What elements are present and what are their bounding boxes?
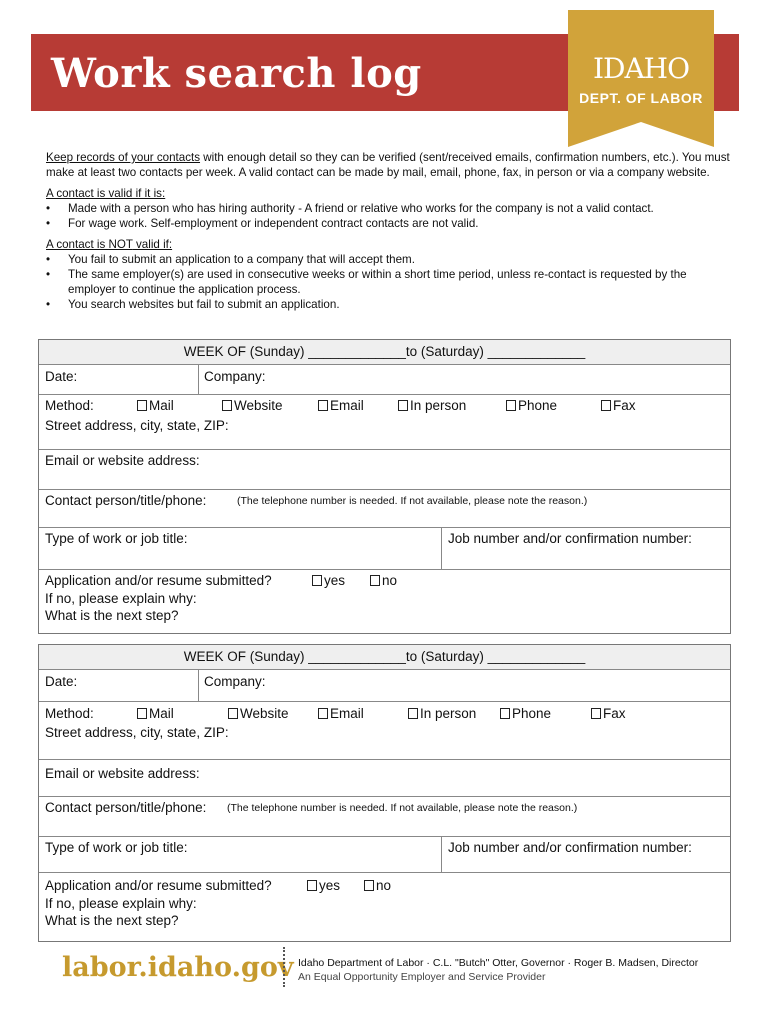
method-email-label: Email [330, 398, 364, 413]
email-row [39, 449, 730, 490]
contact-log-1 [38, 339, 731, 634]
method-website-label: Website [234, 398, 283, 413]
contact-label[interactable]: Contact person/title/phone: [45, 800, 207, 815]
valid-item: • Made with a person who has hiring authority - A friend or relative who works for the company is not a valid contact. [68, 201, 736, 216]
intro-lead: Keep records of your contacts [46, 151, 201, 164]
footer-divider [283, 947, 285, 987]
next-step-label[interactable]: What is the next step? [45, 913, 179, 928]
checkbox-icon[interactable] [364, 880, 374, 891]
method-row [39, 394, 730, 419]
method-email-label: Email [330, 706, 364, 721]
app-no-checkbox[interactable] [364, 878, 391, 893]
app-no-label: no [376, 878, 392, 893]
checkbox-icon[interactable] [591, 708, 601, 719]
checkbox-icon[interactable] [601, 400, 611, 411]
checkbox-icon[interactable] [318, 400, 328, 411]
method-phone-checkbox[interactable] [506, 398, 557, 413]
contact-row [39, 796, 730, 837]
method-phone-checkbox[interactable] [500, 706, 551, 721]
work-row [39, 527, 730, 570]
checkbox-icon[interactable] [408, 708, 418, 719]
contact-label[interactable]: Contact person/title/phone: [45, 493, 207, 508]
app-label: Application and/or resume submitted? [45, 573, 272, 588]
method-website-label: Website [240, 706, 289, 721]
email-label[interactable]: Email or website address: [45, 453, 200, 468]
application-row [39, 872, 730, 942]
logo-idaho-text: IDAHO [592, 52, 690, 85]
method-website-checkbox[interactable] [228, 706, 289, 721]
email-label[interactable]: Email or website address: [45, 766, 200, 781]
method-inperson-checkbox[interactable] [408, 706, 476, 721]
notvalid-item: • You search websites but fail to submit an application. [68, 297, 736, 312]
method-mail-label: Mail [149, 706, 174, 721]
work-label[interactable]: Type of work or job title: [45, 531, 188, 546]
checkbox-icon[interactable] [222, 400, 232, 411]
method-label: Method: [45, 706, 94, 721]
app-label: Application and/or resume submitted? [45, 878, 272, 893]
work-row [39, 836, 730, 873]
work-label[interactable]: Type of work or job title: [45, 840, 188, 855]
checkbox-icon[interactable] [228, 708, 238, 719]
footer-url-link[interactable]: labor.idaho.gov [62, 952, 294, 983]
app-no-label: no [382, 573, 398, 588]
method-phone-label: Phone [512, 706, 552, 721]
method-email-checkbox[interactable] [318, 398, 364, 413]
checkbox-icon[interactable] [500, 708, 510, 719]
method-fax-checkbox[interactable] [601, 398, 636, 413]
checkbox-icon[interactable] [307, 880, 317, 891]
valid-item: • For wage work. Self-employment or independent contract contacts are not valid. [68, 216, 736, 231]
method-inperson-checkbox[interactable] [398, 398, 466, 413]
next-step-label[interactable]: What is the next step? [45, 608, 179, 623]
date-company-row [39, 669, 730, 702]
page-title: Work search log [51, 50, 422, 97]
idaho-dol-logo [568, 10, 714, 147]
week-of-row[interactable]: WEEK OF (Sunday) _____________to (Saturday) _____________ [39, 645, 730, 669]
checkbox-icon[interactable] [137, 708, 147, 719]
valid-section [46, 186, 736, 231]
method-row [39, 701, 730, 726]
date-company-row [39, 364, 730, 395]
method-mail-checkbox[interactable] [137, 398, 174, 413]
notvalid-heading-post: valid if: [132, 238, 173, 251]
footer-agency-line: Idaho Department of Labor · C.L. "Butch" Otter, Governor · Roger B. Madsen, Director [298, 957, 699, 969]
date-label[interactable]: Date: [45, 674, 78, 689]
method-mail-label: Mail [149, 398, 174, 413]
contact-note: (The telephone number is needed. If not available, please note the reason.) [237, 495, 588, 507]
method-mail-checkbox[interactable] [137, 706, 174, 721]
company-label[interactable]: Company: [204, 369, 266, 384]
method-inperson-label: In person [420, 706, 477, 721]
notvalid-heading [46, 237, 736, 252]
app-no-checkbox[interactable] [370, 573, 397, 588]
method-phone-label: Phone [518, 398, 558, 413]
explain-label[interactable]: If no, please explain why: [45, 896, 197, 911]
method-label: Method: [45, 398, 94, 413]
contact-log-2 [38, 644, 731, 942]
street-label[interactable]: Street address, city, state, ZIP: [45, 725, 229, 740]
logo-dept-text: DEPT. OF LABOR [579, 90, 703, 106]
application-row [39, 569, 730, 634]
method-fax-label: Fax [603, 706, 626, 721]
checkbox-icon[interactable] [318, 708, 328, 719]
intro-rest: with enough detail so they can be verified (sent/received emails, confirmation numbers, etc.). You must make at least two contacts per week. A valid contact can be made by mail, email, phone, fax, in person or via a company website. [46, 151, 730, 179]
notvalid-heading-not: NOT [108, 238, 133, 251]
app-yes-label: yes [324, 573, 346, 588]
intro-paragraph [46, 150, 736, 180]
app-yes-checkbox[interactable] [307, 878, 340, 893]
email-row [39, 759, 730, 797]
date-label[interactable]: Date: [45, 369, 78, 384]
week-of-row[interactable]: WEEK OF (Sunday) _____________to (Saturday) _____________ [39, 340, 730, 364]
app-yes-checkbox[interactable] [312, 573, 345, 588]
company-label[interactable]: Company: [204, 674, 266, 689]
jobnum-label[interactable]: Job number and/or confirmation number: [448, 840, 692, 855]
notvalid-item: • The same employer(s) are used in consecutive weeks or within a short time period, unless re-contact is requested by the employer to continue the application process. [68, 267, 736, 297]
notvalid-section [46, 237, 736, 312]
method-website-checkbox[interactable] [222, 398, 283, 413]
footer-eoe-line: An Equal Opportunity Employer and Service Provider [298, 971, 546, 983]
checkbox-icon[interactable] [137, 400, 147, 411]
method-inperson-label: In person [410, 398, 467, 413]
app-yes-label: yes [319, 878, 341, 893]
contact-note: (The telephone number is needed. If not available, please note the reason.) [227, 802, 578, 814]
checkbox-icon[interactable] [506, 400, 516, 411]
method-email-checkbox[interactable] [318, 706, 364, 721]
contact-row [39, 489, 730, 528]
method-fax-label: Fax [613, 398, 636, 413]
method-fax-checkbox[interactable] [591, 706, 626, 721]
checkbox-icon[interactable] [370, 575, 380, 586]
instructions [46, 150, 736, 312]
checkbox-icon[interactable] [312, 575, 322, 586]
checkbox-icon[interactable] [398, 400, 408, 411]
explain-label[interactable]: If no, please explain why: [45, 591, 197, 606]
street-label[interactable]: Street address, city, state, ZIP: [45, 418, 229, 433]
jobnum-label[interactable]: Job number and/or confirmation number: [448, 531, 692, 546]
valid-heading: A contact is valid if it is: [46, 187, 166, 200]
notvalid-item: • You fail to submit an application to a company that will accept them. [68, 252, 736, 267]
notvalid-heading-pre: A contact is [46, 238, 109, 251]
